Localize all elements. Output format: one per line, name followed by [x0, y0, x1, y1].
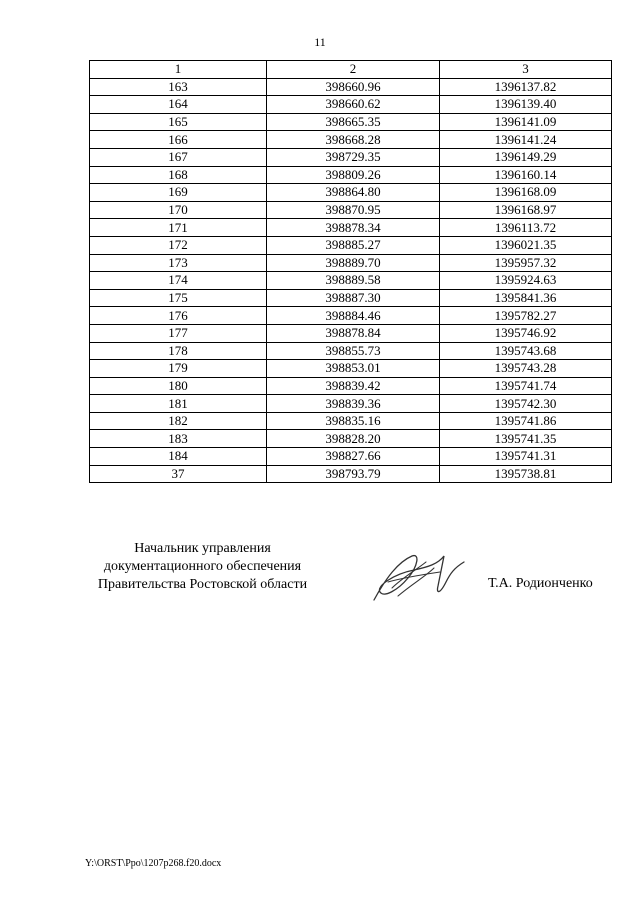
table-cell: 1395782.27: [440, 307, 612, 325]
table-cell: 398668.28: [267, 131, 440, 149]
table-cell: 1396168.97: [440, 201, 612, 219]
table-cell: 1395746.92: [440, 324, 612, 342]
table-cell: 169: [90, 184, 267, 202]
handwritten-signature: [368, 548, 468, 606]
table-cell: 398889.70: [267, 254, 440, 272]
table-cell: 1395743.68: [440, 342, 612, 360]
table-cell: 179: [90, 360, 267, 378]
table-row: [90, 166, 612, 184]
table-cell: 172: [90, 236, 267, 254]
position-line-1: Начальник управления: [134, 541, 271, 556]
table-cell: 177: [90, 324, 267, 342]
table-cell: 398878.34: [267, 219, 440, 237]
table-row: [90, 395, 612, 413]
table-row: [90, 236, 612, 254]
table-cell: 398885.27: [267, 236, 440, 254]
table-row: [90, 96, 612, 114]
signer-position: [85, 540, 320, 594]
table-cell: 183: [90, 430, 267, 448]
table-cell: 37: [90, 465, 267, 483]
table-cell: 165: [90, 113, 267, 131]
signer-name: Т.А. Родионченко: [488, 576, 593, 591]
table-row: [90, 184, 612, 202]
table-cell: 1396168.09: [440, 184, 612, 202]
table-row: [90, 254, 612, 272]
table-header: [90, 61, 612, 79]
table-cell: 1395738.81: [440, 465, 612, 483]
table-cell: 398793.79: [267, 465, 440, 483]
table-cell: 398884.46: [267, 307, 440, 325]
table-cell: 398839.36: [267, 395, 440, 413]
table-cell: 174: [90, 272, 267, 290]
table-row: [90, 448, 612, 466]
table-cell: 184: [90, 448, 267, 466]
table-row: [90, 360, 612, 378]
table-row: [90, 131, 612, 149]
table-cell: 178: [90, 342, 267, 360]
coordinates-table: [89, 60, 612, 483]
table-cell: 398889.58: [267, 272, 440, 290]
table-cell: 168: [90, 166, 267, 184]
table-cell: 167: [90, 148, 267, 166]
table-cell: 1396021.35: [440, 236, 612, 254]
table-cell: 1396160.14: [440, 166, 612, 184]
table-row: [90, 324, 612, 342]
table-cell: 398839.42: [267, 377, 440, 395]
table-header-row: [90, 61, 612, 79]
page-number: 11: [314, 35, 326, 49]
table-cell: 1395924.63: [440, 272, 612, 290]
table-cell: 398855.73: [267, 342, 440, 360]
table-cell: 398665.35: [267, 113, 440, 131]
table-cell: 1395957.32: [440, 254, 612, 272]
table-cell: 398729.35: [267, 148, 440, 166]
table-row: [90, 272, 612, 290]
table-cell: 1395741.31: [440, 448, 612, 466]
column-header-2: 2: [267, 61, 440, 79]
table-cell: 1396139.40: [440, 96, 612, 114]
table-cell: 398878.84: [267, 324, 440, 342]
table-row: [90, 430, 612, 448]
table-row: [90, 342, 612, 360]
table-row: [90, 289, 612, 307]
table-row: [90, 465, 612, 483]
table-row: [90, 113, 612, 131]
table-body: [90, 78, 612, 483]
table-cell: 163: [90, 78, 267, 96]
table-cell: 398864.80: [267, 184, 440, 202]
column-header-1: 1: [90, 61, 267, 79]
table-cell: 398809.26: [267, 166, 440, 184]
table-cell: 1396137.82: [440, 78, 612, 96]
table-cell: 175: [90, 289, 267, 307]
table-cell: 398853.01: [267, 360, 440, 378]
table-row: [90, 219, 612, 237]
table-cell: 182: [90, 412, 267, 430]
table-cell: 1395743.28: [440, 360, 612, 378]
table-cell: 171: [90, 219, 267, 237]
table-cell: 176: [90, 307, 267, 325]
table-row: [90, 412, 612, 430]
table-cell: 1396141.24: [440, 131, 612, 149]
table-cell: 173: [90, 254, 267, 272]
position-line-3: Правительства Ростовской области: [97, 577, 308, 592]
table-cell: 1395841.36: [440, 289, 612, 307]
table-row: [90, 148, 612, 166]
table-cell: 1395741.35: [440, 430, 612, 448]
table-cell: 1396141.09: [440, 113, 612, 131]
table-cell: 398870.95: [267, 201, 440, 219]
table-cell: 398660.62: [267, 96, 440, 114]
table-cell: 398827.66: [267, 448, 440, 466]
table-cell: 1396149.29: [440, 148, 612, 166]
file-path: Y:\ORST\Ppo\1207p268.f20.docx: [85, 858, 222, 869]
table-row: [90, 78, 612, 96]
table-cell: 164: [90, 96, 267, 114]
table-row: [90, 377, 612, 395]
table-cell: 1396113.72: [440, 219, 612, 237]
table-cell: 1395741.74: [440, 377, 612, 395]
table-cell: 398828.20: [267, 430, 440, 448]
table-row: [90, 307, 612, 325]
signature-block: [0, 540, 640, 610]
table-cell: 398835.16: [267, 412, 440, 430]
column-header-3: 3: [440, 61, 612, 79]
table-cell: 398887.30: [267, 289, 440, 307]
table-cell: 166: [90, 131, 267, 149]
table-row: [90, 201, 612, 219]
table-cell: 1395742.30: [440, 395, 612, 413]
table-cell: 180: [90, 377, 267, 395]
table-cell: 1395741.86: [440, 412, 612, 430]
position-line-2: документационного обеспечения: [103, 559, 302, 574]
table-cell: 181: [90, 395, 267, 413]
table-cell: 170: [90, 201, 267, 219]
table-cell: 398660.96: [267, 78, 440, 96]
